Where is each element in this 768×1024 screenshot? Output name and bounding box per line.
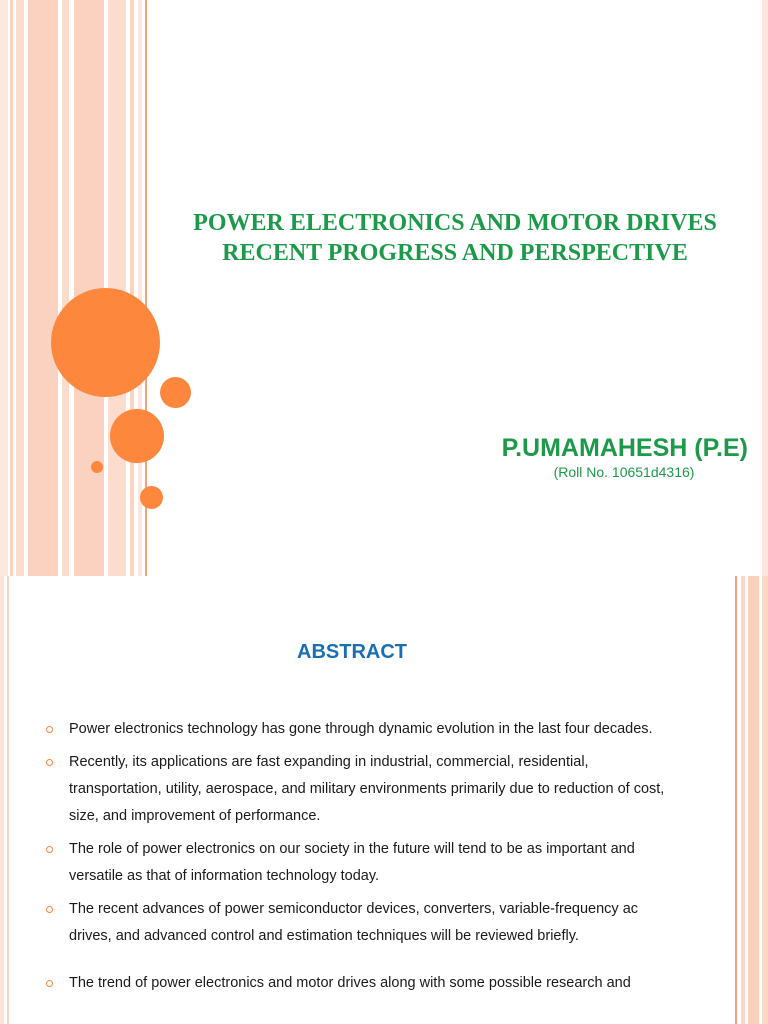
author-name: P.UMAMAHESH (P.E) bbox=[501, 434, 748, 462]
decor-stripe-dark bbox=[735, 576, 737, 1024]
decor-stripe bbox=[7, 576, 9, 1024]
decor-circle-large bbox=[51, 288, 160, 397]
list-item bbox=[46, 970, 666, 997]
bullet-circle-icon bbox=[46, 980, 53, 987]
list-item bbox=[46, 836, 666, 890]
decor-stripe bbox=[0, 576, 4, 1024]
abstract-bullet-list bbox=[46, 716, 666, 1003]
slide-title-line1: POWER ELECTRONICS AND MOTOR DRIVES bbox=[193, 210, 717, 236]
bullet-circle-icon bbox=[46, 846, 53, 853]
bullet-text: Recently, its applications are fast expanding in industrial, commercial, residential, transportation, utility, aerospace, and military environments primarily due to reduction of cost, size, and improvement of performance. bbox=[69, 754, 665, 824]
decor-stripe bbox=[10, 0, 13, 576]
decor-stripe bbox=[130, 0, 134, 576]
slide-title bbox=[150, 208, 760, 268]
bullet-text: The trend of power electronics and motor drives along with some possible research and bbox=[69, 975, 631, 991]
decor-circle bbox=[110, 409, 164, 463]
bullet-text: The role of power electronics on our society in the future will tend to be as important and versatile as that of information technology today. bbox=[69, 841, 635, 884]
bullet-text: The recent advances of power semiconductor devices, converters, variable-frequency ac drives, and advanced control and estimation techniques will be reviewed briefly. bbox=[69, 901, 639, 944]
decor-stripe bbox=[0, 0, 8, 576]
decor-circle bbox=[160, 377, 191, 408]
decor-stripe bbox=[16, 0, 24, 576]
decor-circle bbox=[140, 486, 163, 509]
abstract-heading: ABSTRACT bbox=[297, 641, 407, 663]
bullet-circle-icon bbox=[46, 906, 53, 913]
bullet-circle-icon bbox=[46, 726, 53, 733]
list-item bbox=[46, 749, 666, 830]
decor-stripe bbox=[62, 0, 69, 576]
bullet-circle-icon bbox=[46, 759, 53, 766]
decor-stripe bbox=[762, 576, 768, 1024]
decor-stripe bbox=[741, 576, 745, 1024]
slide-title-line2: RECENT PROGRESS AND PERSPECTIVE bbox=[222, 240, 688, 266]
list-item bbox=[46, 896, 666, 950]
decor-stripe-right bbox=[762, 0, 768, 576]
list-item bbox=[46, 716, 666, 743]
decor-stripe bbox=[28, 0, 58, 576]
abstract-slide bbox=[0, 576, 768, 1024]
decor-circle-small bbox=[91, 461, 103, 473]
bullet-text: Power electronics technology has gone through dynamic evolution in the last four decades. bbox=[69, 721, 653, 737]
roll-number: (Roll No. 10651d4316) bbox=[553, 464, 695, 480]
decor-stripe bbox=[748, 576, 759, 1024]
